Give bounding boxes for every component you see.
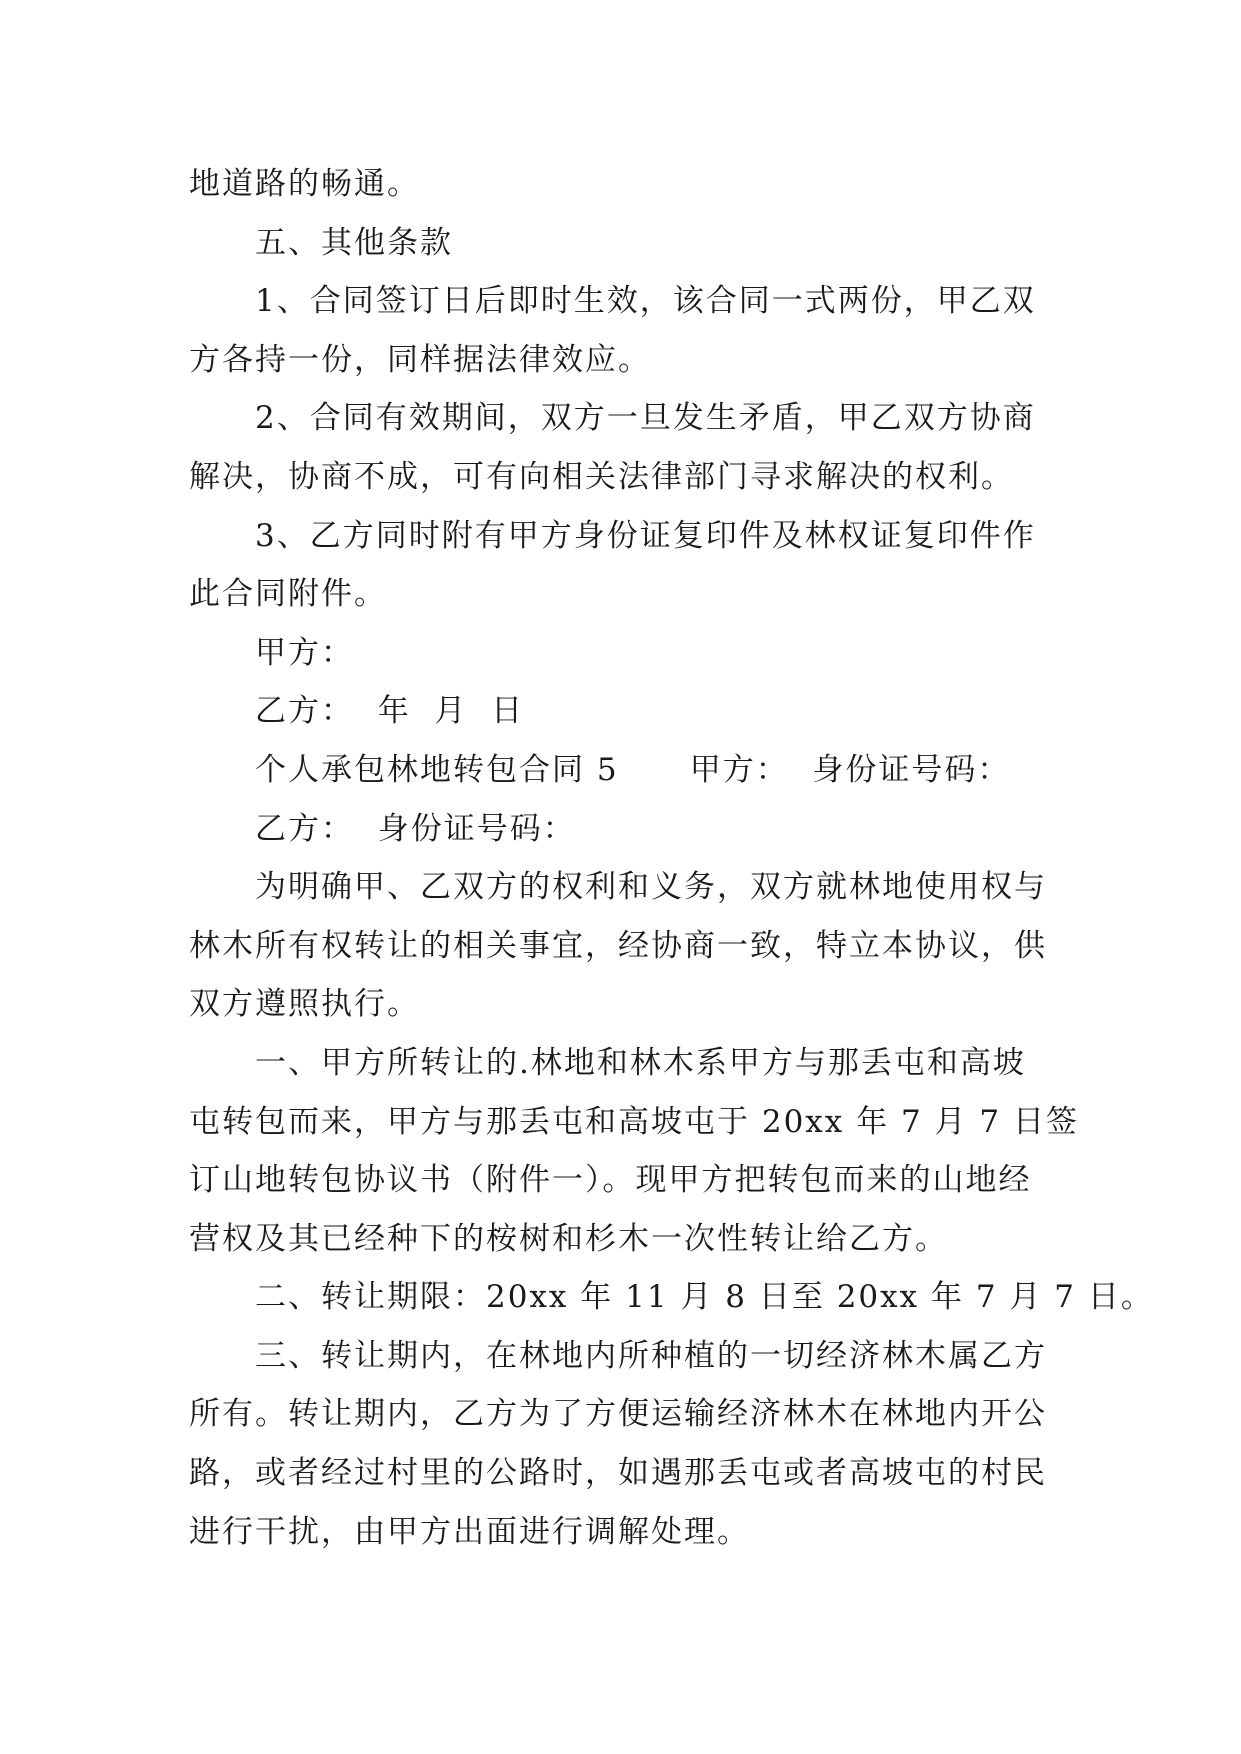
document-body <box>189 155 1154 1561</box>
text-line: 路，或者经过村里的公路时，如遇那丢屯或者高坡屯的村民 <box>189 1455 1047 1492</box>
text-line: 屯转包而来，甲方与那丢屯和高坡屯于 20xx 年 7 月 7 日签 <box>189 1103 1079 1140</box>
contract-title-line: 个人承包林地转包合同 5 甲方： 身份证号码： <box>255 751 1011 788</box>
text-line: 地道路的畅通。 <box>189 166 420 202</box>
text-line: 二、转让期限：20xx 年 11 月 8 日至 20xx 年 7 月 7 日。 <box>255 1279 1154 1316</box>
signature-party-b-date: 乙方： 年 月 日 <box>255 693 525 730</box>
text-line: 一、甲方所转让的.林地和林木系甲方与那丢屯和高坡 <box>255 1044 1026 1081</box>
text-line: 解决，协商不成，可有向相关法律部门寻求解决的权利。 <box>189 458 1014 495</box>
section-heading: 五、其他条款 <box>255 224 453 261</box>
text-line: 营权及其已经种下的桉树和杉木一次性转让给乙方。 <box>189 1220 948 1257</box>
text-line: 为明确甲、乙双方的权利和义务，双方就林地使用权与 <box>255 869 1047 906</box>
text-line: 方各持一份，同样据法律效应。 <box>189 341 651 378</box>
text-line: 所有。转让期内，乙方为了方便运输经济林木在林地内开公 <box>189 1396 1047 1433</box>
text-line: 进行干扰，由甲方出面进行调解处理。 <box>189 1513 750 1550</box>
text-line: 2、合同有效期间，双方一旦发生矛盾，甲乙双方协商 <box>255 400 1036 437</box>
party-b-id-line: 乙方： 身份证号码： <box>255 810 576 847</box>
text-line: 订山地转包协议书（附件一）。现甲方把转包而来的山地经 <box>189 1162 1032 1199</box>
text-line: 3、乙方同时附有甲方身份证复印件及林权证复印件作 <box>255 517 1036 554</box>
text-line: 林木所有权转让的相关事宜，经协商一致，特立本协议，供 <box>189 927 1047 964</box>
text-line: 双方遵照执行。 <box>189 986 420 1023</box>
text-line: 三、转让期内，在林地内所种植的一切经济林木属乙方 <box>255 1337 1047 1374</box>
signature-party-a: 甲方： <box>255 634 354 671</box>
text-line: 此合同附件。 <box>189 576 387 613</box>
text-line: 1、合同签订日后即时生效，该合同一式两份，甲乙双 <box>255 283 1036 320</box>
